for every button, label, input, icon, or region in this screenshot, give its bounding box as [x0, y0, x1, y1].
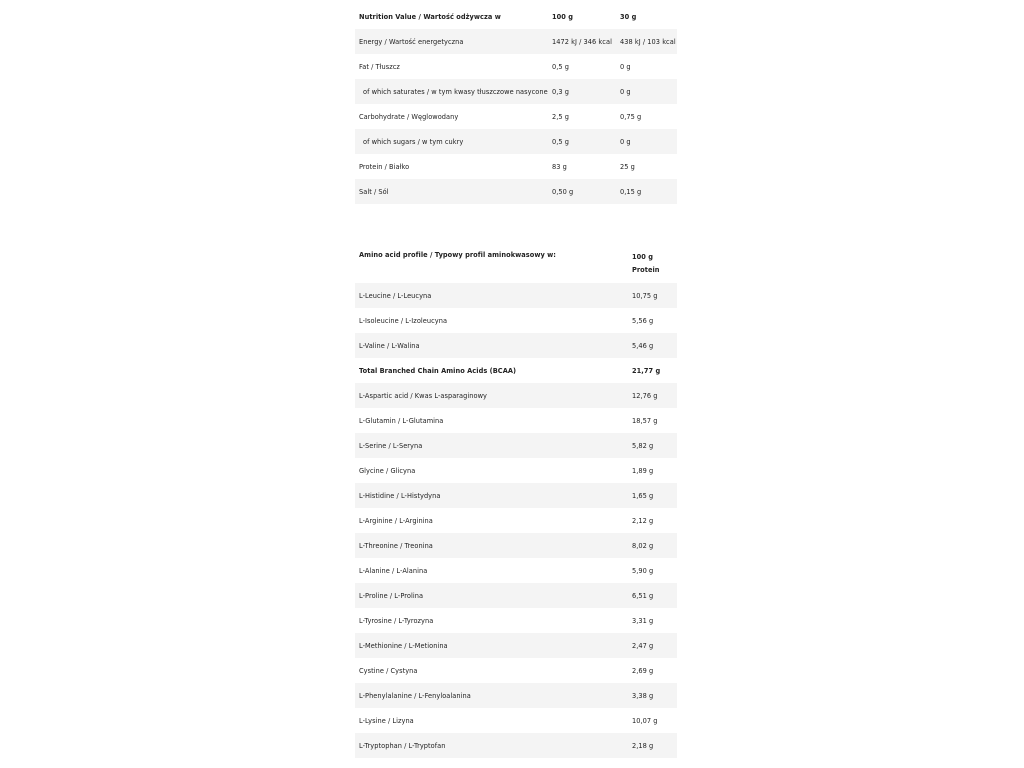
nutrition-row-name: Fat / Tłuszcz: [359, 62, 400, 71]
amino-row-value: 21,77 g: [632, 366, 661, 375]
amino-row-name: L-Aspartic acid / Kwas L-asparaginowy: [359, 391, 487, 400]
amino-row-name: L-Threonine / Treonina: [359, 541, 433, 550]
amino-row: [355, 358, 677, 383]
nutrition-row: [355, 179, 677, 204]
nutrition-row-name: Protein / Białko: [359, 162, 410, 171]
amino-row: [355, 283, 677, 308]
nutrition-table: [355, 4, 677, 204]
amino-row-name: L-Lysine / Lizyna: [359, 716, 414, 725]
amino-row: [355, 483, 677, 508]
amino-row-value: 10,07 g: [632, 716, 658, 725]
amino-row-value: 5,90 g: [632, 566, 654, 575]
amino-row: [355, 508, 677, 533]
amino-row-name: L-Leucine / L-Leucyna: [359, 291, 432, 300]
amino-row-value: 2,18 g: [632, 741, 654, 750]
nutrition-row: [355, 104, 677, 129]
nutrition-row-100g: 2,5 g: [552, 112, 570, 121]
nutrition-row-name: of which sugars / w tym cukry: [363, 137, 464, 146]
amino-row-value: 10,75 g: [632, 291, 658, 300]
amino-row-value: 5,82 g: [632, 441, 654, 450]
nutrition-header-name: Nutrition Value / Wartość odżywcza w: [359, 12, 501, 21]
nutrition-header-30g: 30 g: [620, 12, 637, 21]
amino-row: [355, 458, 677, 483]
nutrition-header-row: [355, 4, 677, 29]
amino-row-name: L-Histidine / L-Histydyna: [359, 491, 441, 500]
nutrition-row-100g: 0,5 g: [552, 137, 570, 146]
amino-row-value: 6,51 g: [632, 591, 654, 600]
nutrition-row-100g: 83 g: [552, 162, 567, 171]
nutrition-row-100g: 0,5 g: [552, 62, 570, 71]
nutrition-row-30g: 438 kJ / 103 kcal: [620, 37, 676, 46]
amino-row-name: L-Arginine / L-Arginina: [359, 516, 433, 525]
amino-row: [355, 308, 677, 333]
amino-header-row: [355, 245, 677, 283]
nutrition-row-30g: 0,75 g: [620, 112, 642, 121]
amino-row-value: 3,31 g: [632, 616, 654, 625]
amino-row: [355, 383, 677, 408]
amino-row: [355, 708, 677, 733]
nutrition-body: [355, 29, 677, 204]
amino-body: [355, 283, 677, 758]
amino-row: [355, 683, 677, 708]
amino-row-value: 5,46 g: [632, 341, 654, 350]
amino-row: [355, 658, 677, 683]
nutrition-header-100g: 100 g: [552, 12, 574, 21]
amino-row: [355, 608, 677, 633]
amino-row-name: L-Tryptophan / L-Tryptofan: [359, 741, 446, 750]
amino-row: [355, 408, 677, 433]
nutrition-row-30g: 0 g: [620, 62, 631, 71]
amino-row-name: Cystine / Cystyna: [359, 666, 418, 675]
nutrition-row-name: Salt / Sól: [359, 187, 389, 196]
nutrition-row-30g: 0,15 g: [620, 187, 642, 196]
nutrition-row-30g: 25 g: [620, 162, 635, 171]
nutrition-row: [355, 129, 677, 154]
amino-row-value: 2,47 g: [632, 641, 654, 650]
amino-row-name: L-Phenylalanine / L-Fenyloalanina: [359, 691, 471, 700]
nutrition-row: [355, 54, 677, 79]
amino-row-value: 18,57 g: [632, 416, 658, 425]
amino-row-value: 2,69 g: [632, 666, 654, 675]
amino-row-name: L-Proline / L-Prolina: [359, 591, 424, 600]
amino-row-name: L-Alanine / L-Alanina: [359, 566, 428, 575]
amino-row-name: Glycine / Glicyna: [359, 466, 416, 475]
amino-row-value: 1,89 g: [632, 466, 654, 475]
nutrition-row-name: of which saturates / w tym kwasy tłuszczowe nasycone: [363, 87, 548, 96]
amino-row-value: 2,12 g: [632, 516, 654, 525]
amino-row: [355, 583, 677, 608]
amino-header-value-line2: Protein: [632, 266, 660, 274]
amino-header-name: Amino acid profile / Typowy profil aminokwasowy w:: [359, 251, 556, 259]
amino-row: [355, 333, 677, 358]
amino-acid-table: [355, 245, 677, 758]
amino-row-value: 1,65 g: [632, 491, 654, 500]
nutrition-row-name: Energy / Wartość energetyczna: [359, 37, 464, 46]
nutrition-row-100g: 0,50 g: [552, 187, 574, 196]
amino-row-name: L-Serine / L-Seryna: [359, 441, 423, 450]
amino-row-name: L-Tyrosine / L-Tyrozyna: [359, 616, 434, 625]
nutrition-row-30g: 0 g: [620, 87, 631, 96]
nutrition-row-100g: 1472 kJ / 346 kcal: [552, 37, 612, 46]
amino-row: [355, 633, 677, 658]
amino-header-value-line1: 100 g: [632, 253, 654, 261]
amino-row-name: L-Glutamin / L-Glutamina: [359, 416, 444, 425]
amino-row-value: 8,02 g: [632, 541, 654, 550]
nutrition-row-30g: 0 g: [620, 137, 631, 146]
amino-row-name: L-Valine / L-Walina: [359, 341, 420, 350]
amino-row-value: 5,56 g: [632, 316, 654, 325]
amino-row-name: Total Branched Chain Amino Acids (BCAA): [359, 366, 517, 375]
nutrition-row: [355, 154, 677, 179]
amino-row-name: L-Isoleucine / L-Izoleucyna: [359, 316, 448, 325]
nutrition-row-name: Carbohydrate / Węglowodany: [359, 112, 459, 121]
amino-row: [355, 733, 677, 758]
amino-row: [355, 433, 677, 458]
amino-row-value: 3,38 g: [632, 691, 654, 700]
amino-row-value: 12,76 g: [632, 391, 658, 400]
nutrition-row: [355, 29, 677, 54]
nutrition-row: [355, 79, 677, 104]
nutrition-row-100g: 0,3 g: [552, 87, 570, 96]
amino-header-value: [632, 245, 660, 277]
amino-row-name: L-Methionine / L-Metionina: [359, 641, 448, 650]
amino-row: [355, 533, 677, 558]
amino-row: [355, 558, 677, 583]
